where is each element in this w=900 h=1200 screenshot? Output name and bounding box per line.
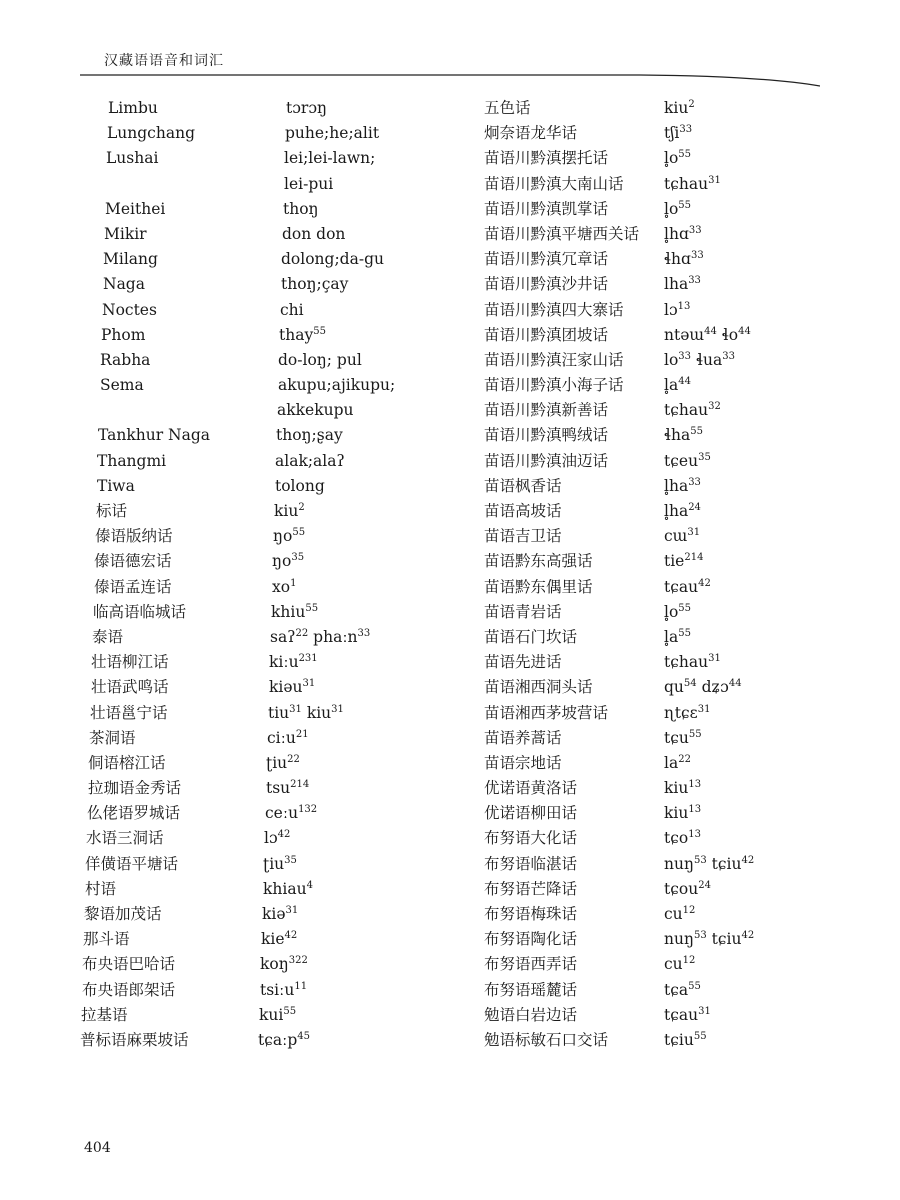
language-name: 傣语孟连话	[94, 577, 172, 596]
entry-row	[97, 474, 448, 499]
running-header-title: 汉藏语语音和词汇	[104, 53, 224, 69]
right-column	[484, 96, 844, 1053]
language-name: 拉珈语金秀话	[88, 779, 182, 798]
word-form: puhe;he;alit	[285, 124, 380, 143]
word-form: tɕhau$^{31}$	[664, 174, 721, 193]
language-name: Tankhur Naga	[98, 426, 211, 445]
language-name: Limbu	[108, 99, 158, 117]
language-name: 傣语版纳话	[95, 527, 173, 546]
language-name: 苗语川黔滇大南山话	[484, 174, 624, 193]
language-name: 苗语湘西茅坡营话	[484, 703, 609, 722]
entry-row	[88, 776, 448, 801]
entry-row	[102, 298, 448, 323]
language-name: 临高语临城话	[93, 602, 187, 621]
word-form: chi	[280, 300, 304, 319]
language-name: 苗语先进话	[484, 653, 562, 672]
word-form: thay$^{55}$	[279, 325, 326, 344]
language-name: 苗语黔东高强话	[484, 552, 593, 571]
entry-row	[88, 751, 448, 776]
word-form: ciːu$^{21}$	[267, 728, 309, 747]
language-name: Thangmi	[97, 451, 167, 470]
word-form: ntəɯ$^{44}$ ɬo$^{44}$	[664, 325, 751, 344]
language-name: 优诺语黄洛话	[484, 779, 578, 798]
word-form: nuŋ$^{53}$ tɕiu$^{42}$	[664, 930, 755, 949]
word-form: kiu$^{13}$	[664, 804, 702, 823]
word-form: tɕeu$^{35}$	[664, 451, 711, 470]
word-form: lei;lei-lawn;	[284, 149, 376, 168]
entry-row	[85, 852, 448, 877]
language-name: Lushai	[106, 149, 159, 168]
language-name: 布央语郎架话	[82, 980, 176, 999]
entry-row	[108, 121, 448, 146]
language-name: 泰语	[92, 627, 124, 646]
word-form: $cu^{12}$	[664, 905, 696, 923]
language-name: 苗语宗地话	[484, 753, 562, 772]
entry-row	[93, 600, 448, 625]
entry-row	[108, 146, 448, 171]
entry-row	[92, 625, 448, 650]
entry-row	[484, 877, 844, 902]
language-name: 苗语川黔滇凯掌话	[484, 199, 609, 218]
entry-row	[484, 524, 844, 549]
language-name: 炯奈语龙华话	[484, 124, 578, 143]
language-name: 黎语加茂话	[84, 905, 162, 923]
language-name: 壮语柳江话	[91, 653, 169, 672]
word-form: kiəu$^{31}$	[269, 678, 316, 697]
language-name: Noctes	[102, 300, 157, 319]
entry-row	[484, 675, 844, 700]
language-name: 布努语临湛话	[484, 854, 578, 873]
word-form: tɔrɔŋ	[286, 99, 327, 117]
language-name: 布努语西弄话	[484, 955, 578, 974]
language-name: 傣语德宏话	[94, 552, 172, 571]
word-form: thoŋ	[283, 199, 319, 218]
entry-row	[104, 222, 448, 247]
entry-row	[108, 96, 448, 121]
language-name: 苗语湘西洞头话	[484, 678, 593, 697]
word-form: $l̥a^{44}$	[664, 376, 691, 395]
entry-row	[80, 1028, 448, 1053]
entry-row	[484, 776, 844, 801]
word-form: thoŋ;ҫay	[281, 275, 349, 294]
entry-row	[103, 247, 448, 272]
language-name: 苗语川黔滇摆托话	[484, 149, 609, 168]
word-form: kie$^{42}$	[261, 930, 298, 949]
word-form: don don	[282, 224, 346, 243]
entry-row	[484, 449, 844, 474]
word-form: kiu$^2$	[664, 99, 695, 117]
entry-row	[81, 1003, 448, 1028]
entry-row	[484, 625, 844, 650]
language-name: 布央语巴哈话	[82, 955, 176, 974]
entry-row	[484, 575, 844, 600]
entry-row	[484, 423, 844, 448]
word-form: saʔ$^{22}$ phaːn$^{33}$	[270, 627, 371, 646]
word-form: akkekupu	[277, 401, 354, 420]
word-form: lei-pui	[284, 174, 334, 193]
entry-row	[85, 877, 448, 902]
word-form: dolong;da-gu	[281, 250, 384, 269]
entry-row	[94, 575, 448, 600]
entry-row	[484, 222, 844, 247]
language-name: Phom	[101, 325, 146, 344]
word-form: nuŋ$^{53}$ tɕiu$^{42}$	[664, 854, 755, 873]
word-form: $l̥o^{55}$	[664, 199, 692, 218]
language-name: 布努语芒降话	[484, 879, 578, 898]
word-form: ɬhɑ$^{33}$	[664, 250, 704, 269]
language-name: 苗语川黔滇小海子话	[484, 376, 624, 395]
language-name: Tiwa	[97, 476, 135, 495]
word-form: lɔ$^{42}$	[264, 829, 291, 848]
word-form: ceːu$^{132}$	[265, 804, 318, 823]
entry-row	[484, 197, 844, 222]
language-name: 那斗语	[83, 930, 130, 949]
entry-row	[484, 121, 844, 146]
word-form: khiu$^{55}$	[271, 602, 319, 621]
word-form: tsu$^{214}$	[266, 779, 310, 798]
entry-row	[484, 978, 844, 1003]
entry-row	[484, 701, 844, 726]
entry-row	[484, 726, 844, 751]
entry-row	[100, 348, 448, 373]
word-form: kiːu$^{231}$	[269, 653, 318, 672]
language-name: 苗语养蒿话	[484, 728, 562, 747]
word-form: koŋ$^{322}$	[260, 955, 308, 974]
entry-row	[484, 298, 844, 323]
language-name: 布努语陶化话	[484, 930, 578, 949]
entry-row	[484, 398, 844, 423]
entry-row	[484, 272, 844, 297]
language-name: 苗语高坡话	[484, 502, 562, 520]
entry-row	[484, 373, 844, 398]
entry-row	[100, 373, 448, 398]
entry-row	[95, 524, 448, 549]
word-form: $la^{22}$	[664, 753, 691, 772]
word-form: tɕaːp$^{45}$	[258, 1030, 311, 1049]
language-name: 苗语川黔滇四大寨话	[484, 300, 624, 319]
word-form: l̥hɑ$^{33}$	[664, 224, 702, 243]
word-form: kui$^{55}$	[259, 1005, 297, 1024]
language-name: 苗语川黔滇冗章话	[484, 250, 609, 269]
word-form: thoŋ;ʂay	[276, 426, 343, 445]
entry-row	[484, 499, 844, 524]
language-name: 佯僙语平塘话	[85, 854, 179, 873]
language-name: 勉语白岩边话	[484, 1005, 578, 1024]
word-form: $qu^{54}$ dʑɔ$^{44}$	[664, 678, 742, 697]
word-form: tʃi$^{33}$	[664, 124, 693, 143]
word-form: $l̥ha^{24}$	[664, 502, 701, 520]
language-name: Naga	[103, 275, 145, 294]
word-form: tɕau$^{42}$	[664, 577, 711, 596]
entry-row	[484, 146, 844, 171]
language-name: 布努语大化话	[484, 829, 578, 848]
entry-row	[91, 650, 448, 675]
entry-row	[98, 423, 448, 448]
language-name: 五色话	[484, 99, 531, 117]
language-name: 壮语邕宁话	[90, 703, 168, 722]
entry-row	[87, 801, 448, 826]
entry-row	[484, 927, 844, 952]
language-name: Mikir	[104, 224, 147, 243]
language-name: 苗语黔东偶里话	[484, 577, 593, 596]
word-form: kiu$^2$	[274, 502, 305, 520]
word-form: kiu$^{13}$	[664, 779, 702, 798]
word-form: lɔ$^{13}$	[664, 300, 691, 319]
language-name: Rabha	[100, 350, 151, 369]
language-name: 苗语川黔滇汪家山话	[484, 350, 624, 369]
language-name: 拉基语	[81, 1005, 128, 1024]
word-form: $ŋo^{35}$	[272, 552, 305, 571]
entry-row	[484, 323, 844, 348]
language-name: 苗语石门坎话	[484, 627, 578, 646]
entry-row	[484, 1028, 844, 1053]
entry-row	[103, 272, 448, 297]
word-form: alak;alaʔ	[275, 451, 345, 470]
entry-row	[105, 197, 448, 222]
entry-row	[484, 902, 844, 927]
word-form: $l̥ha^{33}$	[664, 476, 701, 495]
word-form: tsiːu$^{11}$	[260, 980, 308, 999]
word-form: tɕa$^{55}$	[664, 980, 701, 999]
word-form: khiau$^4$	[263, 879, 313, 898]
entry-row	[97, 449, 448, 474]
language-name: 勉语标敏石口交话	[484, 1030, 609, 1049]
language-name: 仫佬语罗城话	[87, 804, 181, 823]
entry-row	[83, 927, 448, 952]
word-form: tɕo$^{13}$	[664, 829, 701, 848]
entry-row	[89, 726, 448, 751]
entry-row	[82, 952, 448, 977]
left-column	[80, 96, 448, 1053]
word-form: ʈiu$^{35}$	[263, 854, 297, 873]
entry-row	[484, 952, 844, 977]
word-form: ɬha$^{55}$	[664, 426, 703, 445]
word-form: $lo^{33}$ ɬua$^{33}$	[664, 350, 735, 369]
page-number: 404	[84, 1140, 111, 1156]
entry-row	[484, 751, 844, 776]
word-form: $cu^{12}$	[664, 955, 696, 974]
entry-row	[484, 247, 844, 272]
word-form: tɕau$^{31}$	[664, 1005, 711, 1024]
language-name: 村语	[85, 879, 117, 898]
entry-row	[484, 650, 844, 675]
language-name: 布努语梅珠话	[484, 905, 578, 923]
entry-row	[484, 474, 844, 499]
language-name: 苗语青岩话	[484, 602, 562, 621]
word-form: $l̥o^{55}$	[664, 602, 692, 621]
language-name: 苗语川黔滇团坡话	[484, 325, 609, 344]
word-form: tie$^{214}$	[664, 552, 704, 571]
language-name: 苗语吉卫话	[484, 527, 562, 546]
header-rule	[80, 74, 820, 88]
language-name: 苗语川黔滇新善话	[484, 401, 609, 420]
word-form: $xo^1$	[272, 577, 297, 596]
word-form: ɳtɕɛ$^{31}$	[664, 703, 711, 722]
language-name: Milang	[103, 250, 158, 269]
entry-row	[484, 549, 844, 574]
entry-row	[484, 348, 844, 373]
entry-row	[484, 801, 844, 826]
language-name: Sema	[100, 376, 144, 395]
word-form: tiu$^{31}$ kiu$^{31}$	[268, 703, 344, 722]
word-form: $l̥o^{55}$	[664, 149, 692, 168]
language-name: 苗语枫香话	[484, 476, 562, 495]
entry-row	[484, 826, 844, 851]
word-form: $l̥a^{55}$	[664, 627, 691, 646]
word-form: lha$^{33}$	[664, 275, 701, 294]
word-form: akupu;ajikupu;	[278, 376, 396, 395]
language-name: 苗语川黔滇油迈话	[484, 451, 609, 470]
entry-row	[82, 978, 448, 1003]
language-name: 茶洞语	[89, 728, 136, 747]
entry-row	[484, 852, 844, 877]
language-name: 苗语川黔滇平塘西关话	[484, 224, 640, 243]
entry-row	[484, 172, 844, 197]
word-form: tɕu$^{55}$	[664, 728, 702, 747]
word-form: tɕiu$^{55}$	[664, 1030, 707, 1049]
entry-row	[86, 826, 448, 851]
entry-row	[484, 600, 844, 625]
entry-row	[108, 172, 448, 197]
word-form: kiə$^{31}$	[262, 905, 299, 923]
word-form: ʈiu$^{22}$	[266, 753, 300, 772]
entry-row	[101, 323, 448, 348]
entry-row	[94, 549, 448, 574]
entry-row	[108, 398, 448, 423]
language-name: 布努语瑶麓话	[484, 980, 578, 999]
word-form: tolong	[275, 476, 325, 495]
entry-row	[91, 675, 448, 700]
language-name: 苗语川黔滇沙井话	[484, 275, 609, 294]
language-name: 标话	[96, 502, 128, 520]
word-form: $ŋo^{55}$	[273, 527, 306, 546]
entry-row	[484, 96, 844, 121]
word-form: tɕou$^{24}$	[664, 879, 711, 898]
entry-row	[90, 701, 448, 726]
word-form: tɕhau$^{32}$	[664, 401, 721, 420]
language-name: 侗语榕江话	[88, 753, 166, 772]
word-form: do-loŋ; pul	[278, 350, 362, 369]
word-form: tɕhau$^{31}$	[664, 653, 721, 672]
word-form: cɯ$^{31}$	[664, 527, 701, 546]
language-name: Meithei	[105, 199, 166, 218]
entry-row	[84, 902, 448, 927]
language-name: 优诺语柳田话	[484, 804, 578, 823]
language-name: 水语三洞话	[86, 829, 164, 848]
entry-row	[96, 499, 448, 524]
language-name: 苗语川黔滇鸭绒话	[484, 426, 609, 445]
language-name: 普标语麻栗坡话	[80, 1030, 189, 1049]
language-name: Lungchang	[107, 124, 195, 143]
language-name: 壮语武鸣话	[91, 678, 169, 697]
entry-row	[484, 1003, 844, 1028]
